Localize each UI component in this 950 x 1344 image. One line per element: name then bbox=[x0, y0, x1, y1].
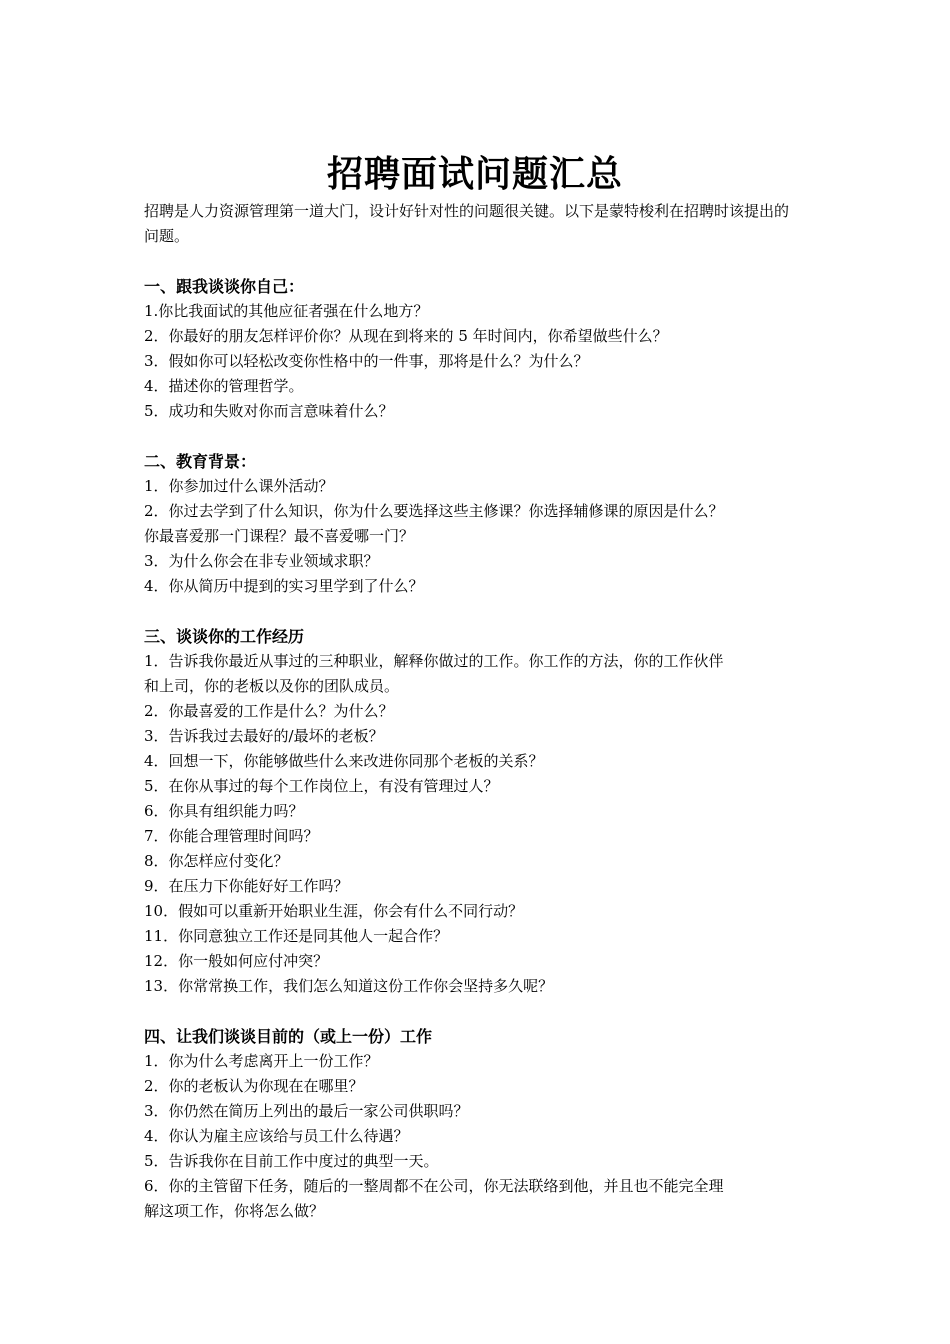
section bbox=[144, 449, 794, 599]
section-heading: 四、让我们谈谈目前的（或上一份）工作 bbox=[144, 1027, 433, 1046]
sections-container bbox=[144, 274, 794, 1224]
section-heading: 三、谈谈你的工作经历 bbox=[144, 627, 305, 646]
question-item: 7．你能合理管理时间吗？ bbox=[144, 827, 319, 845]
question-item: 2．你最好的朋友怎样评价你？从现在到将来的 5 年时间内，你希望做些什么？ bbox=[144, 327, 668, 345]
document-title: 招聘面试问题汇总 bbox=[326, 153, 623, 196]
question-item: 3．你仍然在简历上列出的最后一家公司供职吗？ bbox=[144, 1102, 469, 1120]
question-item: 1．你为什么考虑离开上一份工作？ bbox=[144, 1052, 379, 1070]
question-item: 11．你同意独立工作还是同其他人一起合作？ bbox=[144, 927, 449, 945]
question-item: 12．你一般如何应付冲突？ bbox=[144, 952, 329, 970]
question-item: 3．假如你可以轻松改变你性格中的一件事，那将是什么？为什么？ bbox=[144, 352, 589, 370]
question-list bbox=[144, 1049, 794, 1224]
document-body bbox=[144, 199, 794, 1224]
question-item: 13．你常常换工作，我们怎么知道这份工作你会坚持多久呢？ bbox=[144, 977, 554, 995]
question-item: 4．描述你的管理哲学。 bbox=[144, 377, 304, 395]
question-item: 8．你怎样应付变化？ bbox=[144, 852, 289, 870]
section-heading: 一、跟我谈谈你自己： bbox=[144, 277, 305, 296]
question-item: 4．你认为雇主应该给与员工什么待遇？ bbox=[144, 1127, 409, 1145]
question-list bbox=[144, 649, 794, 999]
question-item: 1．你参加过什么课外活动？ bbox=[144, 477, 334, 495]
question-list bbox=[144, 299, 794, 424]
question-item: 3．告诉我过去最好的/最坏的老板？ bbox=[144, 727, 384, 745]
question-item: 4．回想一下，你能够做些什么来改进你同那个老板的关系？ bbox=[144, 752, 544, 770]
question-item: 1.你比我面试的其他应征者强在什么地方？ bbox=[144, 302, 429, 320]
section bbox=[144, 274, 794, 424]
question-item: 3．为什么你会在非专业领域求职？ bbox=[144, 552, 379, 570]
question-item: 2．你过去学到了什么知识，你为什么要选择这些主修课？你选择辅修课的原因是什么？你最喜爱那一门课程？最不喜爱哪一门？ bbox=[144, 502, 724, 545]
question-item: 5．告诉我你在目前工作中度过的典型一天。 bbox=[144, 1152, 439, 1170]
section bbox=[144, 624, 794, 999]
question-item: 2．你最喜爱的工作是什么？为什么？ bbox=[144, 702, 394, 720]
question-item: 4．你从简历中提到的实习里学到了什么？ bbox=[144, 577, 424, 595]
question-item: 6．你具有组织能力吗？ bbox=[144, 802, 304, 820]
section-heading: 二、教育背景： bbox=[144, 452, 257, 471]
question-item: 6．你的主管留下任务，随后的一整周都不在公司，你无法联络到他，并且也不能完全理解这项工作，你将怎么做？ bbox=[144, 1177, 724, 1220]
question-item: 5．成功和失败对你而言意味着什么？ bbox=[144, 402, 394, 420]
question-item: 2．你的老板认为你现在在哪里？ bbox=[144, 1077, 364, 1095]
intro-paragraph: 招聘是人力资源管理第一道大门，设计好针对性的问题很关键。以下是蒙特梭利在招聘时该提出的问题。 bbox=[144, 202, 790, 245]
question-item: 5．在你从事过的每个工作岗位上，有没有管理过人？ bbox=[144, 777, 499, 795]
question-item: 9．在压力下你能好好工作吗？ bbox=[144, 877, 349, 895]
question-item: 10．假如可以重新开始职业生涯，你会有什么不同行动？ bbox=[144, 902, 524, 920]
question-list bbox=[144, 474, 794, 599]
question-item: 1．告诉我你最近从事过的三种职业，解释你做过的工作。你工作的方法，你的工作伙伴和上司，你的老板以及你的团队成员。 bbox=[144, 652, 724, 695]
section bbox=[144, 1024, 794, 1224]
